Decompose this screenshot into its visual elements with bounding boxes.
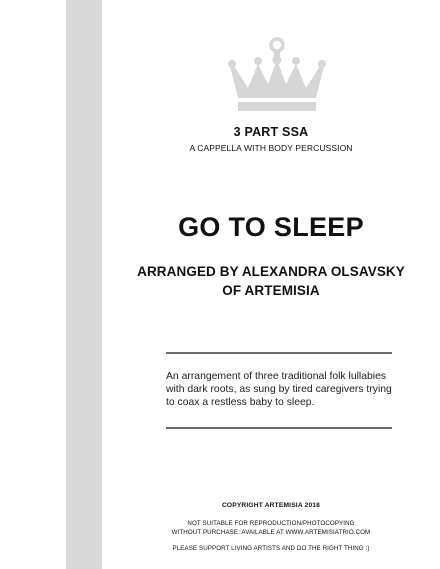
top-divider [166,352,392,354]
copyright-notice: COPYRIGHT ARTEMISIA 2018 [221,502,321,509]
arranger-credit [102,262,440,300]
page-title: GO TO SLEEP [178,212,364,242]
arranger-line-1: ARRANGED BY ALEXANDRA OLSAVSKY [137,264,405,279]
description-text: An arrangement of three traditional folk lullabies with dark roots, as sung by tired caregivers trying to coax a restless baby to sleep. [166,371,392,408]
voicing-label: 3 PART SSA [233,125,309,139]
subtitle: A CAPPELLA WITH BODY PERCUSSION [189,143,353,153]
notice-line-2: WITHOUT PURCHASE: AVAILABLE AT WWW.ARTEMISIATRIO.COM [171,528,371,536]
notice-line-1: NOT SUITABLE FOR REPRODUCTION/PHOTOCOPYING [187,520,355,527]
reproduction-notice [102,520,440,537]
arranger-line-2: OF ARTEMISIA [222,283,320,298]
decorative-side-bar [66,0,102,569]
crown-icon [224,36,330,114]
support-message: PLEASE SUPPORT LIVING ARTISTS AND DO THE RIGHT THING :) [172,545,370,552]
bottom-divider [166,427,392,429]
